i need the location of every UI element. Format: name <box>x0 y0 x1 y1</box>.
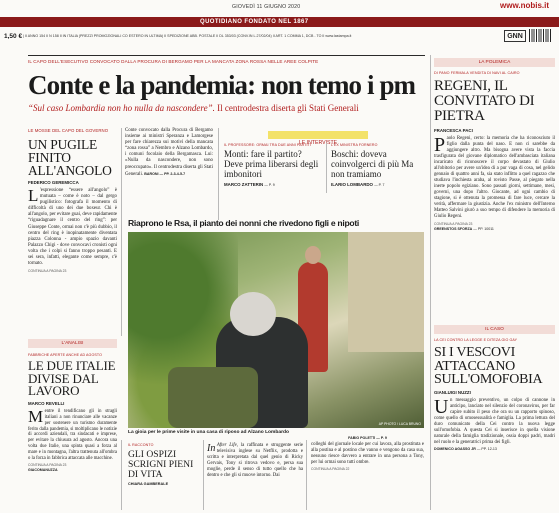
interview-right-byline <box>331 182 423 187</box>
photo[interactable] <box>128 232 424 428</box>
story-col1-italic: After Life <box>216 443 237 448</box>
story-title[interactable]: GLI OSPIZI SCRIGNI PIENI DI VITA <box>128 449 194 480</box>
story-col1-text: After Life, la raffinata e struggente serie televisiva inglese su Netflix, prodotta e scritta e interpretata dal quel genio di Ricky Gervais, Tony si ritrova vedovo e, persa sua moglie, perde il senso di tutto quello che ha dentro e che gli si muove intorno. Dai <box>207 443 303 478</box>
analysis-body-text: entre il tendificano gli in stragli italiani a non rinunciare alle vacanze per sostenere un turismo duramente ferito dalla pandemia, si moltiplicano le notizie di accordi aziendali, tra sindacati e imprese, per evitare la chiusura ad agosto. Ancora una volta due Italie, una spinta quasi a forza al mare e in montagna, l'altra trattenuta all'ombra o la forza in fabbrica attaccata alle macchine. <box>28 408 117 462</box>
interview-left-kicker: IL PROFESSORE: ORMAI TRA DUE ANNI PARTITI <box>224 143 312 147</box>
editorial-body <box>28 188 117 267</box>
polemic-tag <box>434 58 555 67</box>
analysis-author: MARCO REVELLI <box>28 400 65 406</box>
analysis-title[interactable]: LE DUE ITALIE DIVISE DAL LAVORO <box>28 358 116 399</box>
col-divider-3 <box>326 143 327 193</box>
case-label: IL CASO <box>485 327 504 332</box>
polemic-body-text: aolo Regeni, certo: la memoria che ha riconosciuto il figlio dalla punta del naso. E non ci sarebbe da aggiungere altro. Ma bisogna avere vista la faccia trasfigurata del giovane diplomatico dell'ambasciata italiana incaricato di riconoscere il corpo devastato di Giulio all'obitorio per avere un'idea di a pur vaga di cosa, nel gelido gennaio di quattro anni fa, sia stato inflitto a quel ragazzo che studiava l'inchiesta araba, al rovisto Passe, al piegato nella inerte popolo egiziano. Sono passati giorni, settimane, mesi, governi, una dopo l'altro. Giocante, ad ogni cambio di stagione, si è ottenuta la promessa di fare luce, cercare la verità, affermare la giustizia. Anche l'ex ministro dell'Interno Matteo Salvini giurò a suo tempo di difendere la memoria di Giulio Regeni. <box>434 136 555 219</box>
interview-right <box>331 143 423 187</box>
analysis-body <box>28 406 117 462</box>
interview-left-ref: — P. 9 <box>264 183 275 187</box>
case-body <box>434 395 555 446</box>
lead-subhead-rest: Il centrodestra diserta gli Stati Generali <box>214 103 359 113</box>
polemic-footer-author: GREENSTOS SFORZA <box>434 227 473 231</box>
lead-kicker: IL CAPO DELL'ESECUTIVO CONVOCATO DALLA PROCURA DI BERGAMO PER LA MANCATA ZONA ROSSA NELLE AREE COLPITE <box>28 59 319 64</box>
barcode <box>529 29 551 42</box>
interview-right-author: ILARIO LOMBARDO <box>331 182 373 187</box>
gnn-logo <box>504 30 526 42</box>
story-continue[interactable]: CONTINUA A PAGINA 22 <box>311 467 350 471</box>
polemic <box>434 71 555 231</box>
case-tag <box>434 325 555 334</box>
story-photo-credit: FABIO POLETTI — P. 9 <box>348 436 387 440</box>
story-col1-lead: In <box>207 443 216 454</box>
story-col1 <box>207 443 303 479</box>
interview-left-author: MARCO ZATTERIN <box>224 182 264 187</box>
col-divider-6 <box>306 440 307 510</box>
editorial-kicker: LE MOSSE DEL CAPO DEL GOVERNO <box>28 128 109 133</box>
polemic-dropcap: P <box>434 134 446 156</box>
editorial-continue[interactable]: CONTINUA A PAGINA 23 <box>28 269 67 274</box>
analysis-footer-author: GIACOMANUZZA <box>28 467 58 472</box>
analysis-label: L'ANALISI <box>61 341 84 346</box>
lead-body <box>125 128 213 178</box>
interview-left <box>224 143 320 187</box>
col-divider-4 <box>121 440 122 510</box>
case-title[interactable]: SI I VESCOVI ATTACCANO SULL'OMOFOBIA <box>434 345 543 388</box>
analysis-tag <box>28 339 117 348</box>
case-footer <box>434 447 555 451</box>
case-footer-ref: — PP. 12-13 <box>476 446 497 451</box>
case-footer-author: DOMENICO AGASSO JR <box>434 446 476 451</box>
interview-right-title[interactable]: Boschi: doveva coinvolgerci di più Ma non tramiamo <box>331 149 414 179</box>
lead-top-rule <box>28 55 425 56</box>
case-kicker: LA CEI CONTRO LA LEGGE E DITEZA GIO GAY <box>434 338 518 342</box>
photo-credit: AP PHOTO / LUCA BRUNO <box>378 422 421 426</box>
story-col2 <box>311 436 424 471</box>
editorial-author: FEDERICO GEREMICCA <box>28 180 79 185</box>
photo-blanket <box>168 367 258 428</box>
analysis <box>28 353 117 472</box>
interview-right-ref: — P. 7 <box>374 183 385 187</box>
founded-label: QUOTIDIANO FONDATO NEL 1867 <box>200 18 309 25</box>
masthead-date: GIOVEDÌ 11 GIUGNO 2020 <box>232 4 301 10</box>
right-column-divider <box>430 55 431 510</box>
analysis-kicker: FABBRICHE APERTE ANCHE AD AGOSTO <box>28 353 102 357</box>
photo-resident-head <box>230 292 276 336</box>
photo-building <box>348 232 424 352</box>
lead-subhead-quote: “Sul caso Lombardia non ho nulla da nascondere”. <box>28 103 215 113</box>
col-divider-2 <box>218 128 219 220</box>
polemic-author: FRANCESCA PACI <box>434 128 473 133</box>
photo-headline[interactable]: Riaprono le Rsa, il pianto dei nonni che rivedono figli e nipoti <box>128 218 359 228</box>
lead-body-text: Conte convocato dalla Procura di Bergamo insieme ai ministri Speranza e Lamorgese per fare chiarezza sui motivi della mancata “zona rossa” a Nembro e Alzano Lombardo, i comuni focolaio della Bergamasca. Lui: «Nulla da nascondere, non sono preoccupato». Il centrodestra diserta gli Stati Generali. <box>125 128 213 177</box>
case-dropcap: U <box>434 395 449 418</box>
interview-left-byline <box>224 182 320 187</box>
polemic-title[interactable]: REGENI, IL CONVITATO DI PIETRA <box>434 78 535 124</box>
story-label: IL RACCONTO <box>128 443 154 447</box>
story-col2-text: colleghi del giornale locale per cui lavora, alla prostituta e alla postina e al postino che vanno e vengono da casa sua, nessuno riesce davvero a entrare in una persona a Tony, per lui ormai sono tutti ombre. <box>311 442 424 465</box>
polemic-label: LA POLEMICA <box>478 60 511 65</box>
gnn-logo-text: GNN <box>507 33 523 40</box>
polemic-kicker: DI PANO FERMALA VENDITA DI NAVI AL CAIRO <box>434 71 520 75</box>
case <box>434 338 555 451</box>
col-divider-1 <box>121 128 122 336</box>
editorial-body-text: 'espressione “essere all'angolo” è mutuata – come è noto – dal gergo pugilistico: fotografa il momento di difficoltà di uno dei due boxeur. Chi è all'angolo, per evitare guai, deve rapidamente “riguadagnare il centro del ring”: per Giuseppe Conte, ormai non c'è più dubbio, il centro del ring è inopinatamente diventata piazza Colonna - ampio spazio davanti Palazzo Chigi - dove convocavi cronisti ogni volta che i colpi si fanno troppo pesanti. E sei sera, infatti, elegante come sempre, c'è tornato. <box>28 188 118 267</box>
masthead-website[interactable]: www.nobis.it <box>500 1 550 10</box>
polemic-footer-ref: — PP. 10011 <box>473 227 494 231</box>
story-author: CHIARA GAMBERALE <box>128 482 169 486</box>
analysis-dropcap: M <box>28 406 44 426</box>
masthead-price: 1,50 € <box>4 33 23 40</box>
story-left <box>128 443 200 486</box>
interviews-label: LE INTERVISTE <box>298 140 338 146</box>
masthead-info-line: | II ANNO 154 II N 158 II IN ITALIA (PREZZI PROMOZIONALI CO ESTERO IN ULTIMA) II SPEDIZIONE ABB. POSTALE II DL 353/03 (CONV.IN L.27/02/04) II ART. 1 COMMA 1, DCB - TO II www.lastampa.it <box>23 34 352 38</box>
polemic-continue[interactable]: CONTINUA A PAGINA 23 <box>434 222 473 226</box>
lead-refs: BARONI — PP. 2-3-4-5-7 <box>144 171 186 176</box>
photo-visitor-head <box>305 246 321 264</box>
polemic-footer <box>434 227 555 231</box>
lead-subhead <box>28 103 428 113</box>
lead-headline[interactable]: Conte e la pandemia: non temo i pm <box>28 70 416 100</box>
col-divider-5 <box>203 440 204 510</box>
interview-right-kicker: L'EX MINISTRA FORNERO <box>331 143 378 147</box>
interview-left-title[interactable]: Monti: fare il partito? Deve prima liberarsi degli imbonitori <box>224 149 319 179</box>
editorial-dropcap: L <box>28 186 39 205</box>
editorial <box>28 128 117 273</box>
case-author: GIANLUIGI NUZZI <box>434 389 471 395</box>
analysis-continue[interactable]: CONTINUA A PAGINA 23 <box>28 462 67 467</box>
polemic-body <box>434 136 555 220</box>
editorial-title[interactable]: UN PUGILE FINITO ALL'ANGOLO <box>28 137 112 178</box>
photo-caption: La gioia per le prime visite in una casa di riposo ad Alzano Lombardo <box>128 430 289 435</box>
case-body-text: n messaggio preventivo, un colpo di cannone in anticipo, lanciato nel silenzio del coronavirus, per far capire subito il peso che ora su un rapporto spinoso, come quello di omosessualità e famiglia. La prima lettura del duro comunicato della Cei contro la nuova legge sull'omofobia. A questa Cei si inserisce in quella visione naturale della famiglia tradizionale, ossia doppi padri, madri nel ruolo e la generatrici prima dei figli. <box>434 397 555 445</box>
